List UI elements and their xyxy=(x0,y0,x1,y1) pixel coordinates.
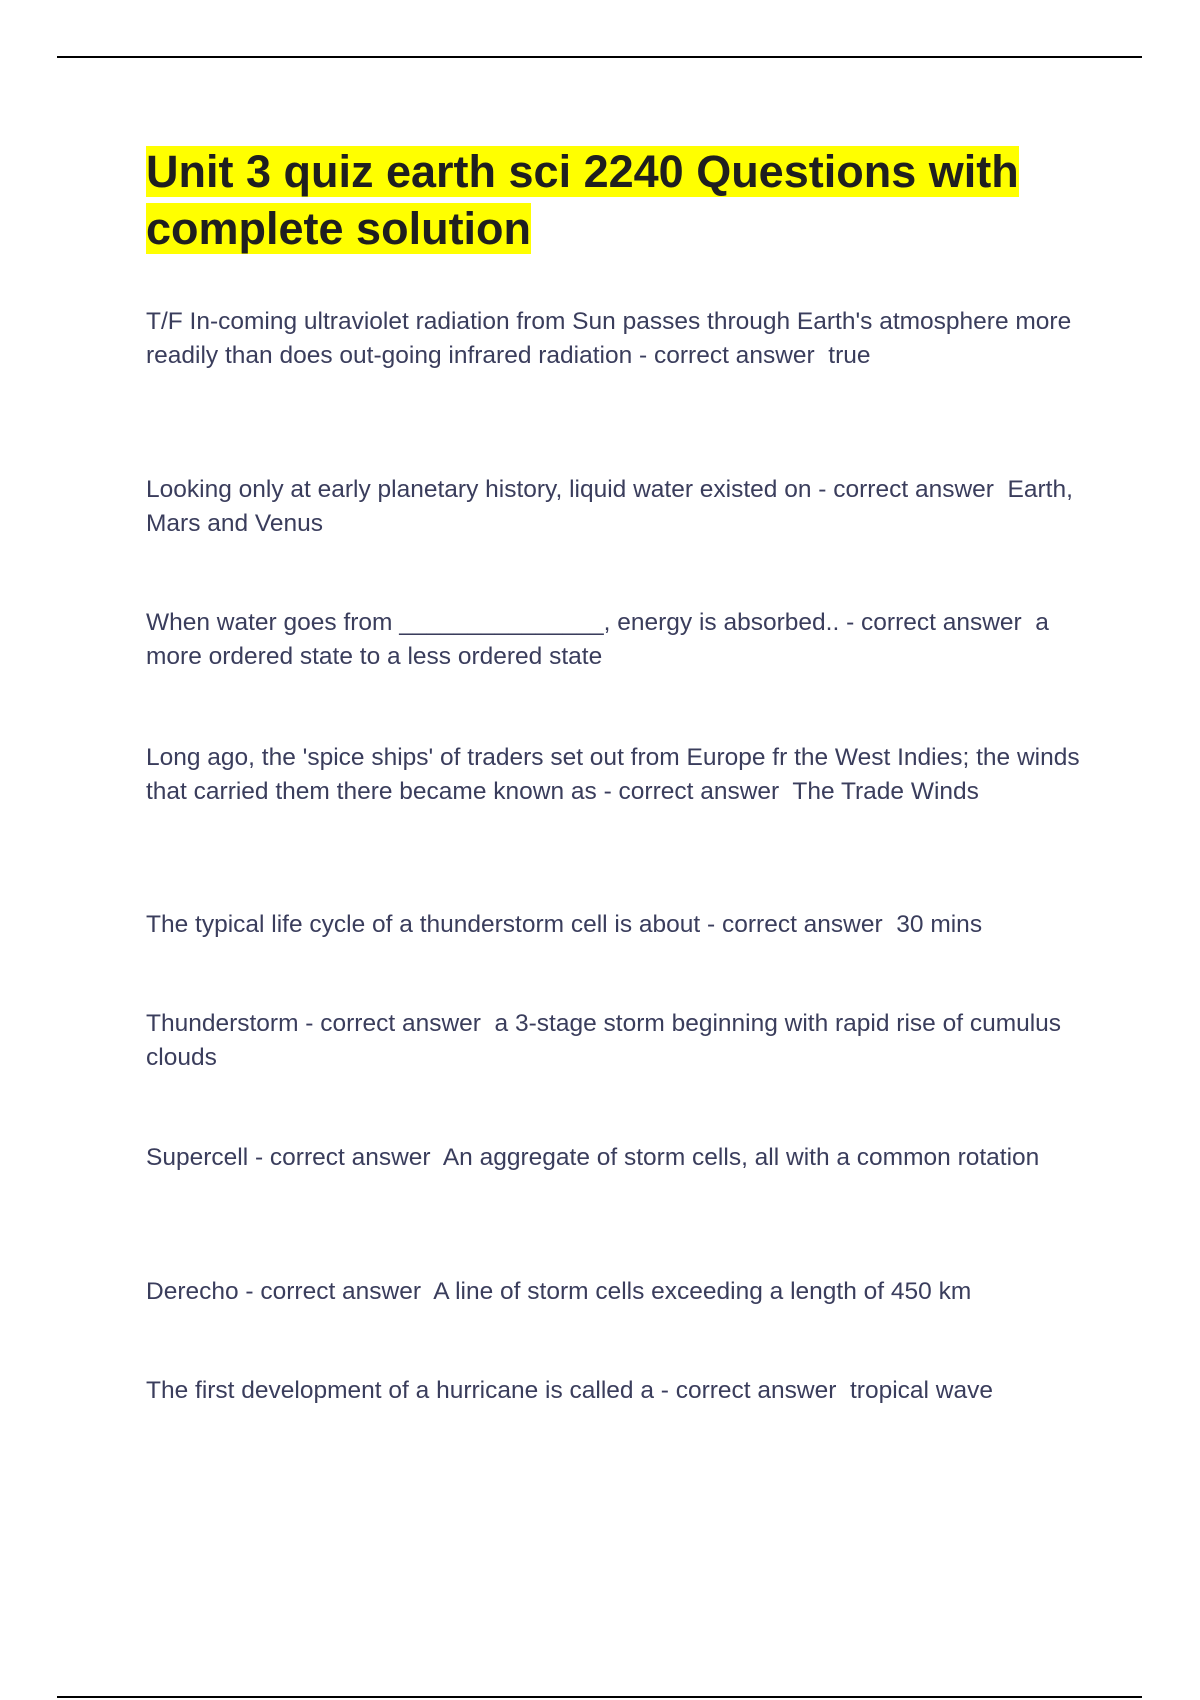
question-answer-4: Long ago, the 'spice ships' of traders set out from Europe fr the West Indies; the winds that carried them there became known as - correct answer The Trade Winds xyxy=(146,744,1087,805)
question-answer-9: The first development of a hurricane is called a - correct answer tropical wave xyxy=(146,1377,993,1404)
question-answer-3: When water goes from _______________, energy is absorbed.. - correct answer a more ordered state to a less ordered state xyxy=(146,609,1056,670)
question-answer-6: Thunderstorm - correct answer a 3-stage storm beginning with rapid rise of cumulus clouds xyxy=(146,1010,1068,1071)
question-answer-5: The typical life cycle of a thunderstorm cell is about - correct answer 30 mins xyxy=(146,911,983,938)
question-answer-8: Derecho - correct answer A line of storm cells exceeding a length of 450 km xyxy=(146,1278,972,1305)
question-answer-1: T/F In-coming ultraviolet radiation from Sun passes through Earth's atmosphere more readily than does out-going infrared radiation - correct answer true xyxy=(146,308,1079,369)
document-title xyxy=(146,143,1106,257)
question-answer-7: Supercell - correct answer An aggregate of storm cells, all with a common rotation xyxy=(146,1144,1040,1171)
question-answer-2: Looking only at early planetary history, liquid water existed on - correct answer Earth, Mars and Venus xyxy=(146,476,1080,537)
header-rule xyxy=(57,56,1142,58)
footer-rule xyxy=(57,1696,1142,1698)
document-title-highlight: Unit 3 quiz earth sci 2240 Questions with complete solution xyxy=(146,146,1019,254)
